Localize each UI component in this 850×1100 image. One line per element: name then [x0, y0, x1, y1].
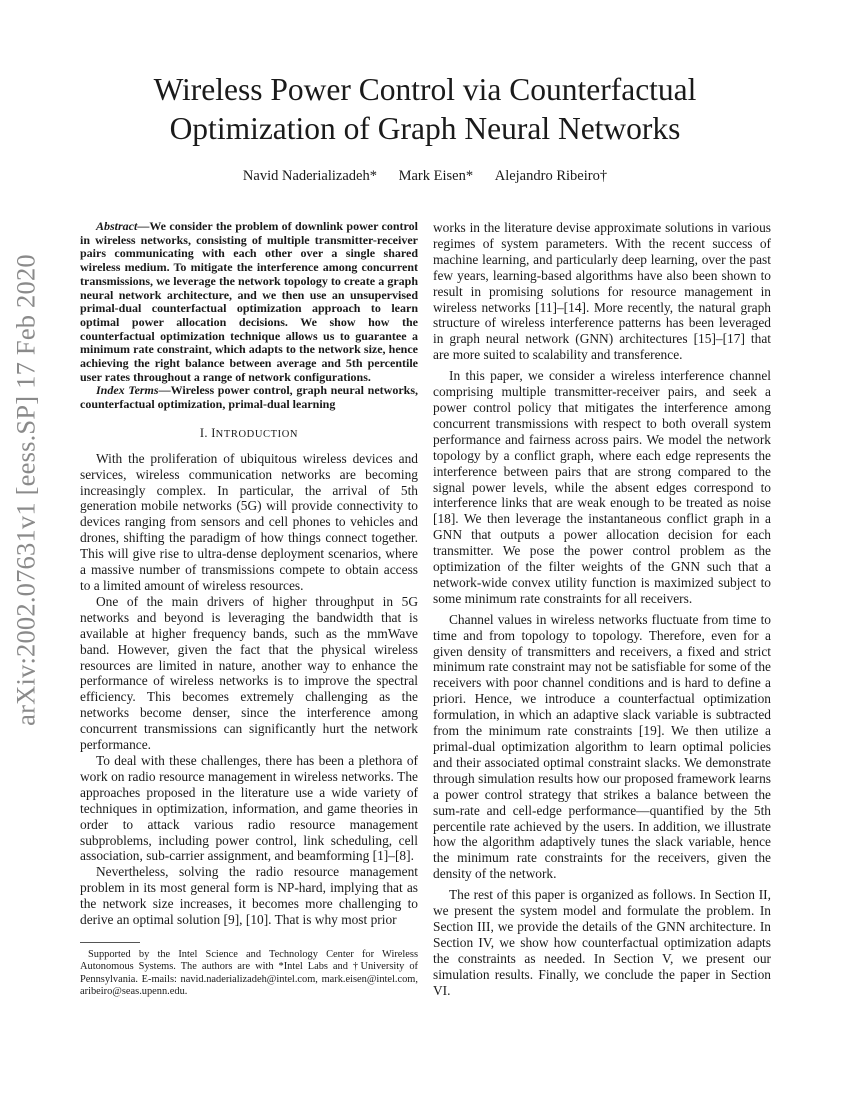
arxiv-stamp: [0, 254, 52, 726]
section-first-letter: I: [211, 425, 216, 440]
paper-title: [90, 70, 760, 148]
abstract-text: —We consider the problem of downlink power control in wireless networks, consisting of multiple transmitter-receiver pairs communicating with each other over a single shared wireless medium. To mitigate the interference among concurrent transmissions, we leverage the network topology to create a graph neural network architecture, and we then use an unsupervised primal-dual counterfactual optimization approach to learn optimal power allocation decisions. We show how the counterfactual optimization technique allows us to guarantee a minimum rate constraint, which adapts to the network size, hence achieving the right balance between average and 5th percentile user rates throughout a range of network configurations.: [80, 219, 418, 384]
footnote: [80, 949, 418, 998]
right-column: [433, 220, 771, 999]
body-paragraph: works in the literature devise approximate solutions in various regimes of system parameters. With the recent success of machine learning, and particularly deep learning, over the past few years, learning-based algorithms have also been shown to result in promising solutions for resource management in wireless networks [11]–[14]. More recently, the natural graph structure of wireless interference patterns has been leveraged in graph neural network (GNN) architectures [15]–[17] that are more suited to scalability and transference.: [433, 220, 771, 363]
abstract: [80, 220, 418, 384]
arxiv-identifier[interactable]: arXiv:2002.07631v1 [eess.SP] 17 Feb 2020: [10, 254, 41, 726]
footnote-text: Supported by the Intel Science and Technology Center for Wireless Autonomous Systems. The authors are with *Intel Labs and †University of Pennsylvania. E-mails: navid.naderializadeh@intel.com, mark.eisen@intel.com, aribeiro@seas.upenn.edu.: [80, 949, 418, 997]
author-3: Alejandro Ribeiro†: [494, 168, 608, 184]
section-rest: NTRODUCTION: [215, 428, 299, 440]
title-line-2: Optimization of Graph Neural Networks: [169, 111, 681, 146]
author-2: Mark Eisen*: [398, 168, 474, 184]
index-terms-label: Index Terms: [96, 383, 159, 398]
body-paragraph: Channel values in wireless networks fluctuate from time to time and from topology to topology. Therefore, even for a given density of transmitters and receivers, a fixed and strict minimum rate constraint may not be satisfiable for some of the receivers with poor channel conditions and is hard to define a priori. Hence, we introduce a counterfactual optimization formulation, in which an adaptive slack variable is subtracted from the minimum rate constraints [19]. We then utilize a primal-dual optimization algorithm to learn optimal policies and their associated optimal constraint slacks. We demonstrate through simulation results how our proposed framework learns a power control strategy that strikes a balance between the sum-rate and cell-edge performance—quantified by the 5th percentile rate achieved by the users. In addition, we illustrate how the algorithm adaptively tunes the slack variable, hence the minimum rate constraints for the receivers, given the density of the network.: [433, 611, 771, 882]
author-list: [90, 168, 760, 185]
intro-paragraph: Nevertheless, solving the radio resource management problem in its most general form is NP-hard, implying that as the network size increases, it becomes more challenging to derive an optimal solution [9], [10]. That is why most prior: [80, 864, 418, 928]
intro-paragraph: With the proliferation of ubiquitous wireless devices and services, wireless communication networks are becoming increasingly complex. In particular, the arrival of 5th generation mobile networks (5G) will provide connectivity to devices ranging from sensors and cell phones to vehicles and drones, shifting the paradigm of how things connect together. This will give rise to ultra-dense deployment scenarios, where a massive number of transmissions compete to obtain access to a limited amount of wireless resources.: [80, 450, 418, 593]
index-terms-text: —Wireless power control, graph neural networks, counterfactual optimization, primal-dual learning: [80, 383, 418, 412]
body-paragraph: In this paper, we consider a wireless interference channel comprising multiple transmitter-receiver pairs, and seek a power control policy that mitigates the interference among concurrent transmissions with respect to both overall system performance and fairness across pairs. We model the network topology by a conflict graph, where each edge represents the interference between pairs that are strong compared to the signal power levels, while the absent edges correspond to interference links that are weak enough to be treated as noise [18]. We then leverage the instantaneous conflict graph in a GNN that outputs a power allocation decision for each transmitter. We pose the power control problem as the optimization of the filter weights of the GNN such that a network-wide convex utility function is maximized subject to some minimum rate constraints for all receivers.: [433, 368, 771, 606]
index-terms: [80, 384, 418, 411]
section-heading-introduction: [80, 426, 418, 443]
footnote-divider: [80, 942, 140, 943]
section-numeral: I.: [199, 425, 212, 440]
body-paragraph: The rest of this paper is organized as follows. In Section II, we present the system model and formulate the problem. In Section III, we provide the details of the GNN architecture. In Section IV, we show how counterfactual optimization adapts the constraints as needed. In Section V, we present our simulation results. Finally, we conclude the paper in Section VI.: [433, 887, 771, 998]
intro-paragraph: To deal with these challenges, there has been a plethora of work on radio resource management in wireless networks. The approaches proposed in the literature use a wide variety of techniques in optimization, information, and game theories in order to attack various radio resource management subproblems, including power control, link scheduling, cell association, sub-carrier assignment, and beamforming [1]–[8].: [80, 752, 418, 864]
left-column: [80, 220, 418, 928]
title-line-1: Wireless Power Control via Counterfactual: [153, 72, 697, 107]
intro-paragraph: One of the main drivers of higher throughput in 5G networks and beyond is leveraging the bandwidth that is available at higher frequency bands, such as the mmWave band. However, given the fact that the physical wireless resources are limited in nature, another way to enhance the performance of wireless networks is to improve the spectral efficiency. This becomes extremely challenging as the networks become denser, since the interference among concurrent transmissions can significantly hurt the network performance.: [80, 593, 418, 753]
abstract-label: Abstract: [96, 219, 138, 233]
author-1: Navid Naderializadeh*: [242, 168, 377, 184]
